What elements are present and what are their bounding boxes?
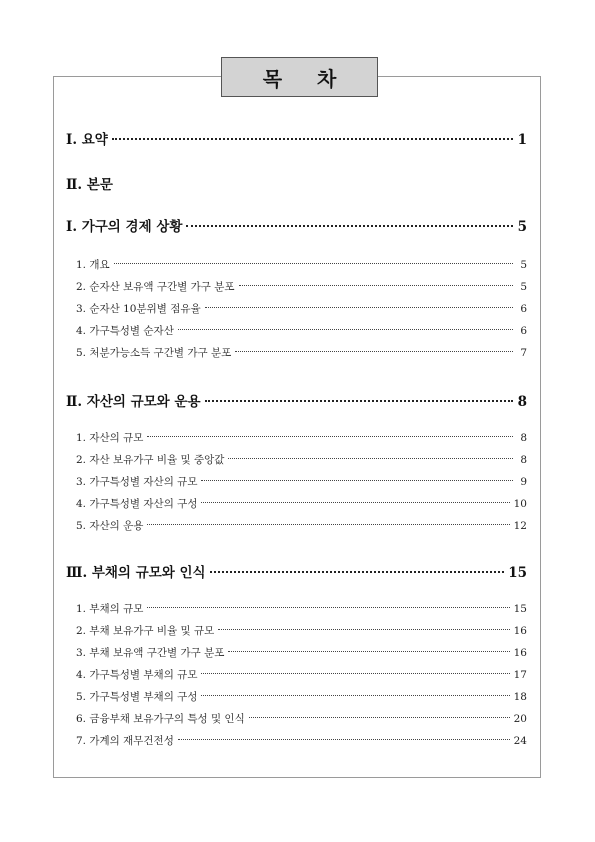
leader-dots [147, 524, 509, 525]
toc-item[interactable] [66, 711, 527, 726]
toc-label: 4. 가구특성별 부채의 규모 [76, 669, 198, 681]
toc-page: 8 [520, 454, 527, 466]
toc-page: 16 [513, 625, 527, 637]
toc-label: 1. 개요 [76, 259, 110, 271]
leader-dots [201, 480, 513, 481]
toc-item[interactable] [66, 279, 527, 294]
toc-item[interactable] [66, 623, 527, 638]
toc-item[interactable] [66, 601, 527, 616]
leader-dots [112, 138, 513, 140]
toc-page: 15 [508, 565, 527, 581]
toc-item[interactable] [66, 430, 527, 445]
toc-item[interactable] [66, 474, 527, 489]
toc-page: 10 [513, 498, 527, 510]
leader-dots [235, 351, 513, 352]
toc-label: 6. 금융부채 보유가구의 특성 및 인식 [76, 713, 245, 725]
leader-dots [114, 263, 513, 264]
toc-item[interactable] [66, 667, 527, 682]
toc-page: 5 [520, 281, 527, 293]
leader-dots [201, 695, 509, 696]
toc-page: 5 [517, 219, 527, 235]
toc-label: Ⅱ. 자산의 규모와 운용 [66, 394, 201, 410]
toc-page: 5 [520, 259, 527, 271]
toc-label: 3. 부채 보유액 구간별 가구 분포 [76, 647, 225, 659]
toc-page: 16 [513, 647, 527, 659]
toc-page: 6 [520, 325, 527, 337]
leader-dots [210, 571, 505, 573]
leader-dots [178, 329, 513, 330]
toc-label: 1. 부채의 규모 [76, 603, 144, 615]
toc-label: 1. 자산의 규모 [76, 432, 144, 444]
toc-part-main[interactable]: Ⅱ. 본문 [66, 177, 113, 193]
toc-page: 7 [520, 347, 527, 359]
toc-label: 4. 가구특성별 순자산 [76, 325, 174, 337]
toc-item[interactable] [66, 733, 527, 748]
leader-dots [249, 717, 510, 718]
toc-label: Ⅰ. 가구의 경제 상황 [66, 219, 183, 235]
leader-dots [178, 739, 510, 740]
toc-item[interactable] [66, 452, 527, 467]
leader-dots [228, 458, 513, 459]
toc-label: 2. 순자산 보유액 구간별 가구 분포 [76, 281, 235, 293]
toc-item[interactable] [66, 301, 527, 316]
leader-dots [205, 307, 513, 308]
toc-page: 1 [517, 132, 527, 148]
toc-label: Ⅲ. 부채의 규모와 인식 [66, 565, 206, 581]
leader-dots [228, 651, 509, 652]
toc-page: 18 [513, 691, 527, 703]
toc-label: 4. 가구특성별 자산의 구성 [76, 498, 198, 510]
toc-section[interactable] [66, 561, 527, 581]
toc-item[interactable] [66, 518, 527, 533]
toc-page: 15 [513, 603, 527, 615]
toc-page: 17 [513, 669, 527, 681]
toc-item[interactable] [66, 257, 527, 272]
toc-title: 목 차 [221, 57, 378, 97]
toc-label: 3. 순자산 10분위별 점유율 [76, 303, 201, 315]
toc-label: 5. 자산의 운용 [76, 520, 144, 532]
toc-item[interactable] [66, 345, 527, 360]
toc-part-summary[interactable] [66, 128, 527, 148]
toc-label: 2. 자산 보유가구 비율 및 중앙값 [76, 454, 225, 466]
toc-label: 3. 가구특성별 자산의 규모 [76, 476, 198, 488]
toc-section[interactable] [66, 215, 527, 235]
toc-item[interactable] [66, 645, 527, 660]
toc-page: 20 [513, 713, 527, 725]
toc-item[interactable] [66, 689, 527, 704]
toc-label: 5. 가구특성별 부채의 구성 [76, 691, 198, 703]
toc-item[interactable] [66, 323, 527, 338]
leader-dots [186, 225, 513, 227]
toc-page: 9 [520, 476, 527, 488]
leader-dots [201, 673, 509, 674]
leader-dots [218, 629, 509, 630]
toc-label: Ⅰ. 요약 [66, 132, 108, 148]
leader-dots [239, 285, 513, 286]
toc-page: 8 [520, 432, 527, 444]
leader-dots [205, 400, 513, 402]
toc-page: 8 [517, 394, 527, 410]
toc-page: 12 [513, 520, 527, 532]
toc-page: 6 [520, 303, 527, 315]
leader-dots [147, 607, 509, 608]
toc-label: 5. 처분가능소득 구간별 가구 분포 [76, 347, 232, 359]
toc-page: 24 [513, 735, 527, 747]
toc-section[interactable] [66, 390, 527, 410]
toc-item[interactable] [66, 496, 527, 511]
leader-dots [147, 436, 513, 437]
toc-label: 7. 가계의 재무건전성 [76, 735, 174, 747]
toc-label: 2. 부채 보유가구 비율 및 규모 [76, 625, 215, 637]
leader-dots [201, 502, 509, 503]
